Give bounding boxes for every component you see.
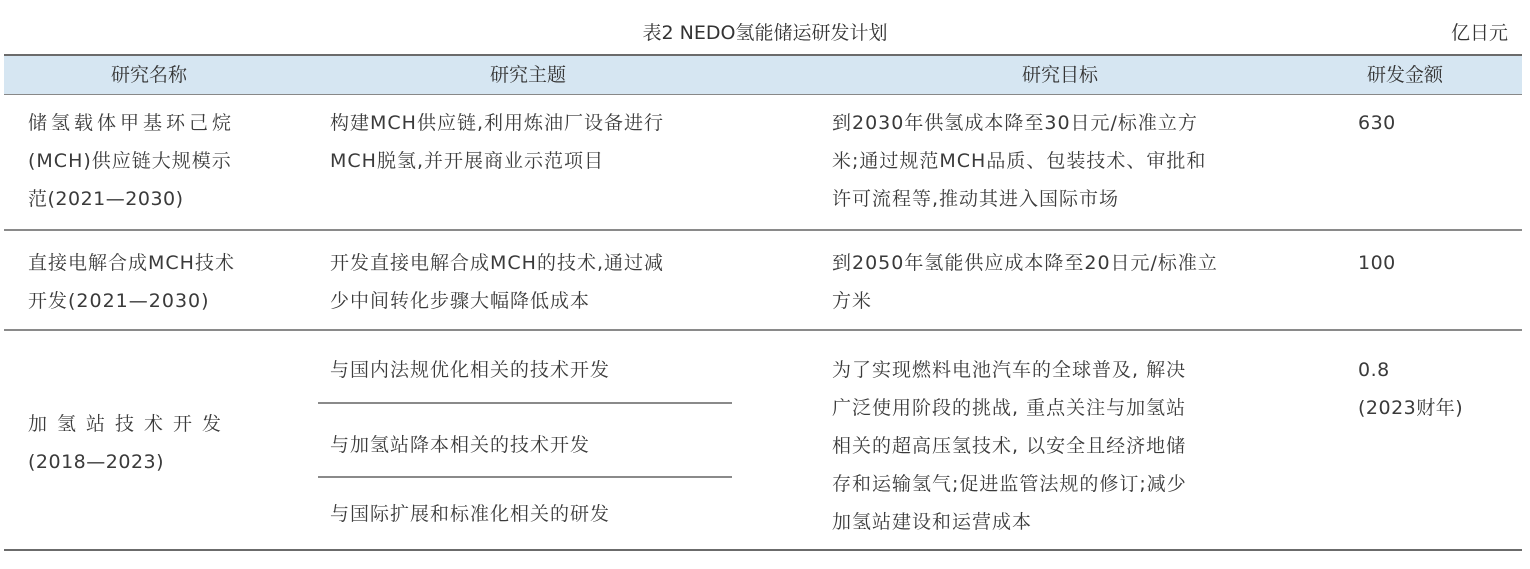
header-funding: 研发金额 <box>1366 64 1443 86</box>
row2-topic-line2: 少中间转化步骤大幅降低成本 <box>330 290 591 312</box>
row3-amount-note: (2023财年) <box>1358 397 1464 419</box>
header-research-topic: 研究主题 <box>489 64 566 86</box>
row2-goal-line2: 方米 <box>832 290 873 312</box>
bottom-rule <box>4 549 1522 551</box>
row1-goal-line1: 到2030年供氢成本降至30日元/标准立方 <box>832 112 1198 134</box>
row3-topic-1: 与国内法规优化相关的技术开发 <box>330 359 611 381</box>
row1-amount: 630 <box>1358 112 1396 134</box>
header-research-name: 研究名称 <box>110 64 187 86</box>
row1-name-line1: 储氢载体甲基环己烷 <box>28 112 236 134</box>
row1-name-line2: (MCH)供应链大规模示 <box>28 150 232 172</box>
row3-goal-line2: 广泛使用阶段的挑战, 重点关注与加氢站 <box>832 397 1187 419</box>
row3-name-line1: 加氢站技术开发 <box>28 413 232 435</box>
row3-topic-2: 与加氢站降本相关的技术开发 <box>330 434 591 456</box>
row3-amount: 0.8 <box>1358 359 1390 381</box>
row1-goal-line3: 许可流程等,推动其进入国际市场 <box>832 188 1120 210</box>
row2-topic-line1: 开发直接电解合成MCH的技术,通过减 <box>330 252 664 274</box>
row3-topic-divider-1 <box>318 402 732 404</box>
row1-topic-line1: 构建MCH供应链,利用炼油厂设备进行 <box>330 112 664 134</box>
row1-topic-line2: MCH脱氢,并开展商业示范项目 <box>330 150 604 172</box>
row2-goal-line1: 到2050年氢能供应成本降至20日元/标准立 <box>832 252 1218 274</box>
row3-goal-line5: 加氢站建设和运营成本 <box>832 511 1033 533</box>
row3-goal-line3: 相关的超高压氢技术, 以安全且经济地储 <box>832 435 1187 457</box>
header-rule <box>4 94 1522 95</box>
row2-name-line2: 开发(2021—2030) <box>28 290 210 312</box>
row2-name-line1: 直接电解合成MCH技术 <box>28 252 235 274</box>
row3-name-line2: (2018—2023) <box>28 451 165 473</box>
row1-rule <box>4 229 1522 231</box>
table-caption: 表2 NEDO氢能储运研发计划 <box>642 22 888 44</box>
row1-name-line3: 范(2021—2030) <box>28 188 184 210</box>
row1-goal-line2: 米;通过规范MCH品质、包装技术、审批和 <box>832 150 1207 172</box>
row2-rule <box>4 329 1522 331</box>
row2-amount: 100 <box>1358 252 1396 274</box>
row3-topic-3: 与国际扩展和标准化相关的研发 <box>330 503 611 525</box>
header-research-goal: 研究目标 <box>1021 64 1098 86</box>
table-unit: 亿日元 <box>1450 22 1508 44</box>
row3-goal-line4: 存和运输氢气;促进监管法规的修订;减少 <box>832 473 1187 495</box>
row3-goal-line1: 为了实现燃料电池汽车的全球普及, 解决 <box>832 359 1187 381</box>
row3-topic-divider-2 <box>318 476 732 478</box>
